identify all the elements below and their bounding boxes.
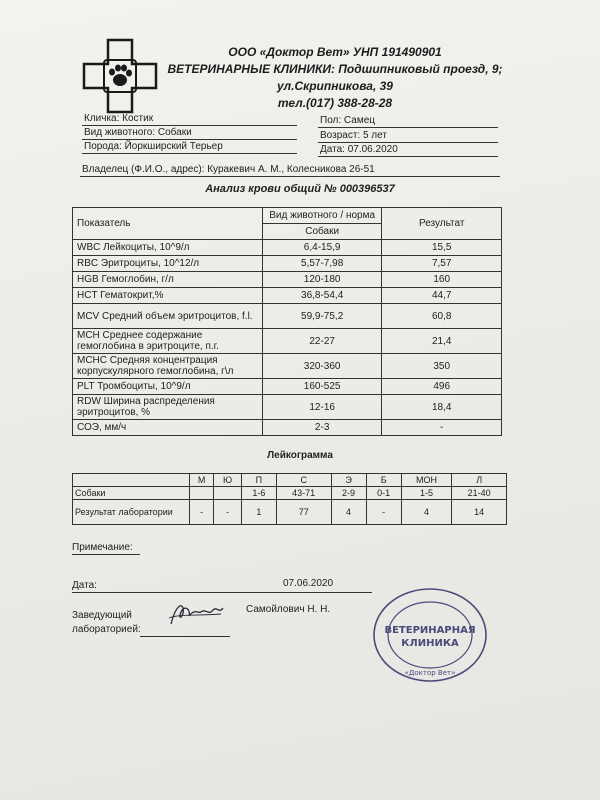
clinic-stamp [370,585,490,685]
head-label-1: Заведующий [72,610,132,621]
row-name: WBC Лейкоциты, 10^9/л [73,240,263,256]
leuko-result-cell: 77 [276,500,331,525]
leuko-norm-cell: 0-1 [366,487,401,500]
leuko-norm-cell [214,487,241,500]
row-result: 21,4 [382,329,502,354]
leukogram-result-row [73,500,507,525]
row-result: 7,57 [382,256,502,272]
stamp-bottom: «Доктор Вет» [404,669,456,677]
row-name: MCV Средний объем эритроцитов, f.l. [73,304,263,329]
row-norm: 5,57-7,98 [262,256,382,272]
leuko-result-cell: 14 [452,500,507,525]
leuko-col-p: П [241,474,276,487]
row-norm: 59,9-75,2 [262,304,382,329]
leuko-col-s: С [276,474,331,487]
row-name: RBC Эритроциты, 10^12/л [73,256,263,272]
row-result: 496 [382,379,502,395]
row-result: 350 [382,354,502,379]
leuko-col-m: М [190,474,214,487]
table-row [73,395,502,420]
footer-date: 07.06.2020 [283,578,334,589]
row-norm: 36,8-54,4 [262,288,382,304]
leukogram-header-row [73,474,507,487]
leukogram-norm-row [73,487,507,500]
leuko-norm-cell: 43-71 [276,487,331,500]
table-row [73,288,502,304]
leuko-norm-cell: 2-9 [331,487,366,500]
leuko-result-cell: - [214,500,241,525]
leuko-result-cell: 4 [331,500,366,525]
row-name: СОЭ, мм/ч [73,420,263,436]
row-norm: 6,4-15,9 [262,240,382,256]
leuko-norm-cell: 1-6 [241,487,276,500]
leukogram-table [72,473,507,525]
row-name: HCT Гематокрит,% [73,288,263,304]
leuko-col-b: Б [366,474,401,487]
owner-info: Владелец (Ф.И.О., адрес): Куракевич А. М., Колесникова 26-51 [82,164,375,175]
head-label-2: лабораторией: [72,624,141,635]
leuko-col-l: Л [452,474,507,487]
leuko-col-mon: МОН [401,474,452,487]
row-result: - [382,420,502,436]
row-name: MCH Среднее содержание гемоглобина в эритроците, п.г. [73,329,263,354]
row-result: 44,7 [382,288,502,304]
blood-analysis-table [72,207,502,436]
date-label: Дата: [72,580,97,591]
row-norm: 160-525 [262,379,382,395]
row-result: 18,4 [382,395,502,420]
table-row [73,272,502,288]
patient-age: Возраст: 5 лет [320,130,387,141]
analysis-date: Дата: 07.06.2020 [320,144,398,155]
clinic-name: ООО «Доктор Вет» УНП 191490901 [228,45,442,59]
signature [165,598,227,630]
col-norm-species: Собаки [262,224,382,240]
leuko-result-label: Результат лаборатории [73,500,190,525]
leuko-result-cell: - [366,500,401,525]
leuko-norm-cell: 1-5 [401,487,452,500]
row-name: RDW Ширина распределения эритроцитов, % [73,395,263,420]
row-name: HGB Гемоглобин, г/л [73,272,263,288]
table-row [73,329,502,354]
row-result: 160 [382,272,502,288]
cross-paw-icon [82,38,158,114]
patient-breed: Порода: Йоркширский Терьер [84,141,223,152]
leuko-norm-label: Собаки [73,487,190,500]
row-name: MCHC Средняя концентрация корпускулярного гемоглобина, г\л [73,354,263,379]
table-row [73,256,502,272]
clinic-header [150,44,520,112]
row-result: 60,8 [382,304,502,329]
analysis-title: Анализ крови общий № 000396537 [205,183,395,195]
patient-species: Вид животного: Собаки [84,127,192,138]
clinic-address-1: ВЕТЕРИНАРНЫЕ КЛИНИКИ: Подшипниковый проезд, 9; [167,62,503,76]
patient-sex: Пол: Самец [320,115,375,126]
row-norm: 320-360 [262,354,382,379]
stamp-center-1: ВЕТЕРИНАРНАЯ [384,625,476,636]
note-label: Примечание: [72,542,133,553]
row-norm: 120-180 [262,272,382,288]
clinic-phone: тел.(017) 388-28-28 [277,96,393,110]
row-norm: 2-3 [262,420,382,436]
clinic-address-2: ул.Скрипникова, 39 [277,79,393,93]
col-norm-header: Вид животного / норма [262,208,382,224]
leukogram-title: Лейкограмма [267,450,333,461]
table-row [73,354,502,379]
leuko-result-cell: 1 [241,500,276,525]
col-indicator-header: Показатель [73,208,263,240]
leuko-result-cell: - [190,500,214,525]
row-norm: 12-16 [262,395,382,420]
head-name: Самойлович Н. Н. [246,604,331,615]
col-result-header: Результат [382,208,502,240]
leuko-norm-cell: 21-40 [452,487,507,500]
leuko-result-cell: 4 [401,500,452,525]
row-result: 15,5 [382,240,502,256]
table-row [73,420,502,436]
leuko-col-yu: Ю [214,474,241,487]
table-row [73,240,502,256]
leuko-norm-cell [190,487,214,500]
table-row [73,304,502,329]
table-row [73,379,502,395]
stamp-center-2: КЛИНИКА [401,638,459,649]
row-norm: 22-27 [262,329,382,354]
patient-nickname: Кличка: Костик [84,113,154,124]
row-name: PLT Тромбоциты, 10^9/л [73,379,263,395]
leuko-col-e: Э [331,474,366,487]
